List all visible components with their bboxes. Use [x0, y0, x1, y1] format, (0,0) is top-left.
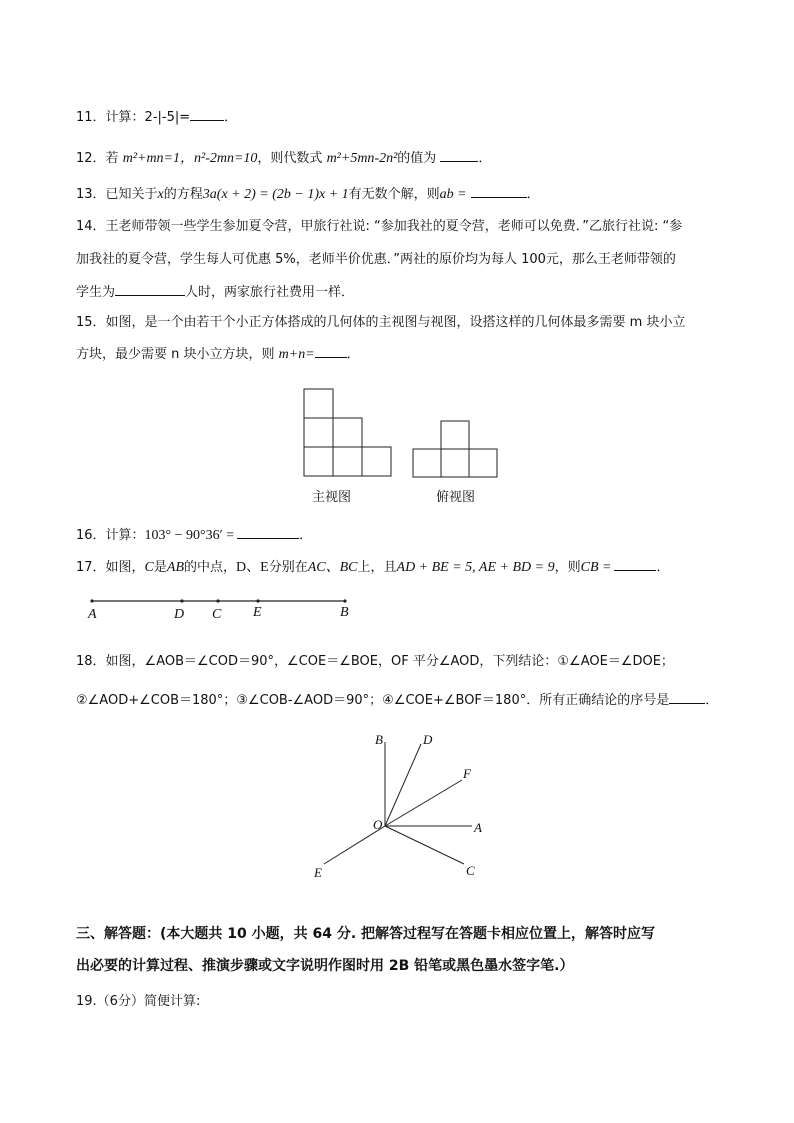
- q13-equation: 3a(x + 2) = (2b − 1)x + 1: [202, 187, 349, 202]
- point-b-label: B: [340, 605, 349, 620]
- q17-c: C: [144, 560, 154, 575]
- q12-end: ．: [478, 151, 492, 166]
- q17-ab: AB: [166, 560, 185, 575]
- q13-mid2: 有无数个解，则: [348, 187, 440, 202]
- section-3-heading-line-2: 出必要的计算过程、推演步骤或文字说明作图时用 2B 铅笔或黑色墨水签字笔.）: [76, 958, 574, 974]
- q17-end: ．: [656, 560, 670, 575]
- q13-end: ．: [526, 187, 540, 202]
- q16-prefix: 16．计算：: [76, 528, 145, 543]
- q17-ac-bc: AC、BC: [307, 560, 358, 575]
- ray-c-label: C: [466, 863, 475, 878]
- q14-line3-prefix: 学生为: [76, 285, 116, 300]
- point-a-label: A: [88, 607, 97, 622]
- q12-tail: 的值为: [397, 151, 437, 166]
- top-view-caption: 俯视图: [436, 490, 476, 505]
- q18-line-1: 18．如图，∠AOB＝∠COD＝90°，∠COE＝∠BOE，OF 平分∠AOD，下列结论：①∠AOE＝∠DOE；: [76, 654, 674, 669]
- q11-number: 11．计算：: [76, 110, 145, 125]
- q17-de: D、E: [236, 560, 269, 575]
- q14-line3-suffix: 人时，两家旅行社费用一样．: [185, 285, 355, 300]
- q13-mid: 的方程: [163, 187, 203, 202]
- q14-line-2: 加我社的夏令营，学生每人可优惠 5%，老师半价优惠．”两社的原价均为每人 100元，那么王老师带领的: [76, 252, 676, 267]
- q17-mid4: 上，且: [357, 560, 397, 575]
- q15-expression: m+n=: [278, 347, 315, 362]
- q11-end: ．: [224, 110, 238, 125]
- ray-d-label: D: [423, 732, 433, 747]
- q17-mid5: ，则: [554, 560, 581, 575]
- q17-mid1: 是: [153, 560, 167, 575]
- ray-b-label: B: [375, 732, 383, 747]
- q17-prefix: 17．如图，: [76, 560, 145, 575]
- q12-expression: m²+5mn-2n²: [326, 151, 398, 166]
- point-e-label: E: [253, 605, 262, 620]
- q18-end: ．: [705, 693, 719, 708]
- q13-prefix: 13．已知关于: [76, 187, 158, 202]
- point-d-label: D: [174, 607, 185, 622]
- section-3-heading-line-1: 三、解答题：(本大题共 10 小题，共 64 分. 把解答过程写在答题卡相应位置上，解答时应写: [76, 926, 656, 942]
- origin-o-label: O: [373, 817, 383, 832]
- q16-expression: 103° − 90°36′ =: [144, 528, 235, 543]
- q17-cb: CB =: [580, 560, 612, 575]
- q17-condition: AD + BE = 5, AE + BD = 9: [396, 560, 555, 575]
- q15-line-1: 15．如图，是一个由若干个小正方体搭成的几何体的主视图与视图，设搭这样的几何体最多需要 m 块小立: [76, 315, 686, 330]
- q13-ab: ab =: [439, 187, 467, 202]
- q18-line2-prefix: ②∠AOD+∠COB＝180°；③∠COB-∠AOD＝90°；④∠COE+∠BOF＝180°．所有正确结论的序号是: [76, 693, 670, 708]
- ray-a-label: A: [474, 820, 482, 835]
- q17-mid3: 分别在: [268, 560, 308, 575]
- q12-prefix: 12．若: [76, 151, 123, 166]
- ray-f-label: F: [463, 766, 471, 781]
- q15-line2-prefix: 方块，最少需要 n 块小立方块，则: [76, 347, 279, 362]
- point-c-label: C: [212, 607, 222, 622]
- q12-mid: ，则代数式: [257, 151, 327, 166]
- ray-e-label: E: [314, 865, 322, 880]
- q13-variable: x: [157, 187, 164, 202]
- question-19: 19.（6分）简便计算:: [76, 994, 201, 1009]
- q12-condition: m²+mn=1，n²-2mn=10: [122, 151, 258, 166]
- q16-end: ．: [299, 528, 313, 543]
- q11-expression: 2-|-5|=: [144, 110, 191, 125]
- front-view-caption: 主视图: [312, 490, 352, 505]
- q14-line-1: 14．王老师带领一些学生参加夏令营，甲旅行社说: “参加我社的夏令营，老师可以免费．”乙旅行社说: “参: [76, 219, 683, 234]
- q17-mid2: 的中点，: [184, 560, 237, 575]
- q15-end: ．: [346, 347, 360, 362]
